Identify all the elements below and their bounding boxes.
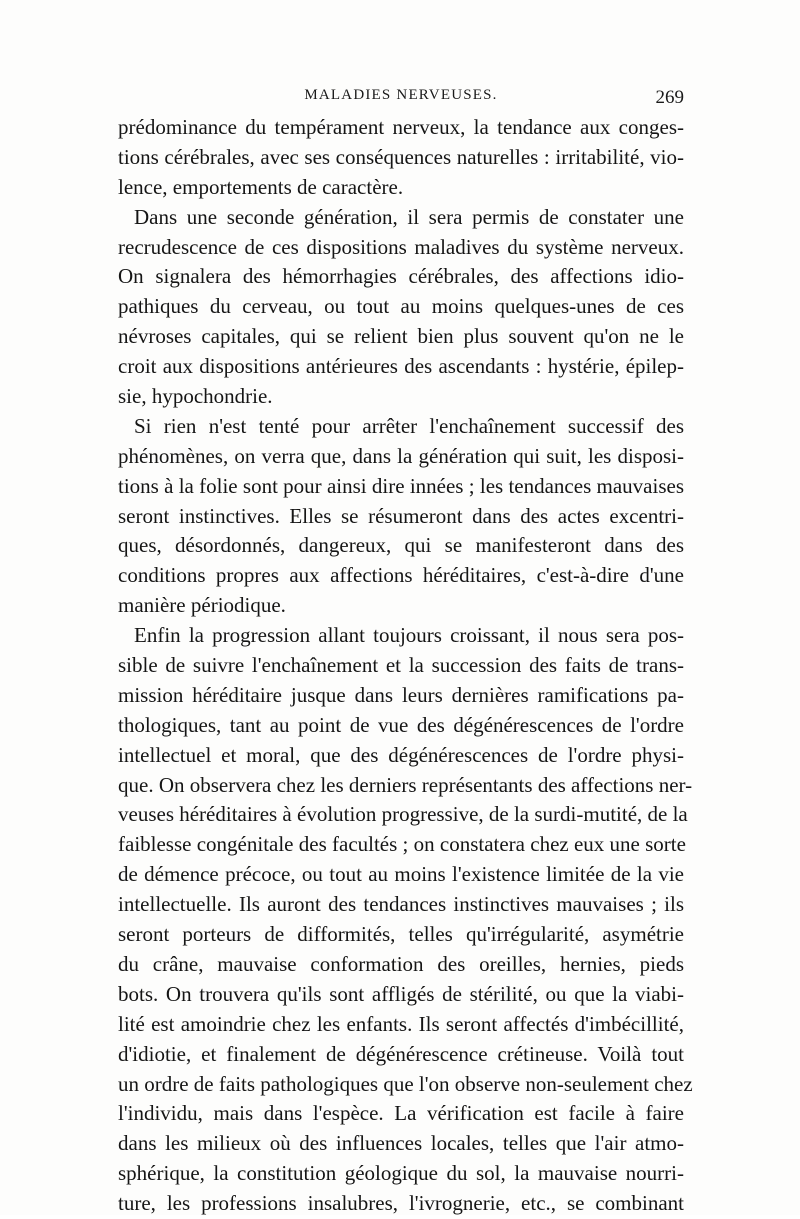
text-line: de démence précoce, ou tout au moins l'existence limitée de la vie — [118, 862, 684, 887]
text-line: d'idiotie, et finalement de dégénérescence crétineuse. Voilà tout — [118, 1041, 684, 1066]
text-line: phénomènes, on verra que, dans la génération qui suit, les disposi- — [118, 443, 684, 468]
text-line: sphérique, la constitution géologique du sol, la mauvaise nourri- — [118, 1161, 684, 1186]
text-line: intellectuel et moral, que des dégénérescences de l'ordre physi- — [118, 742, 684, 767]
running-head — [118, 87, 684, 113]
text-line: dans les milieux où des influences locales, telles que l'air atmo- — [118, 1131, 684, 1156]
text-line: que. On observera chez les derniers représentants des affections ner- — [118, 772, 693, 797]
text-line: lité est amoindrie chez les enfants. Ils seront affectés d'imbécillité, — [118, 1011, 684, 1036]
text-line: l'individu, mais dans l'espèce. La vérification est facile à faire — [118, 1101, 684, 1126]
text-line: bots. On trouvera qu'ils sont affligés de stérilité, ou que la viabi- — [118, 981, 684, 1006]
paragraph-start-line: Dans une seconde génération, il sera permis de constater une — [134, 204, 684, 229]
text-line: mission héréditaire jusque dans leurs dernières ramifications pa- — [118, 682, 684, 707]
page-number: 269 — [655, 87, 684, 108]
text-line: intellectuelle. Ils auront des tendances instinctives mauvaises ; ils — [118, 892, 684, 917]
paragraph-start-line: Enfin la progression allant toujours croissant, il nous sera pos- — [134, 623, 684, 648]
text-line: sible de suivre l'enchaînement et la succession des faits de trans- — [118, 653, 684, 678]
text-line: pathiques du cerveau, ou tout au moins quelques-unes de ces — [118, 294, 684, 319]
text-line: lence, emportements de caractère. — [118, 174, 404, 199]
text-line: veuses héréditaires à évolution progressive, de la surdi-mutité, de la — [118, 802, 688, 827]
text-line: thologiques, tant au point de vue des dégénérescences de l'ordre — [118, 712, 684, 737]
text-line: névroses capitales, qui se relient bien plus souvent qu'on ne le — [118, 324, 684, 349]
text-line: conditions propres aux affections héréditaires, c'est-à-dire d'une — [118, 563, 684, 588]
text-line: sie, hypochondrie. — [118, 384, 273, 409]
text-line: On signalera des hémorrhagies cérébrales, des affections idio- — [118, 264, 684, 289]
text-line: un ordre de faits pathologiques que l'on observe non-seulement chez — [118, 1071, 693, 1096]
paragraph-start-line: Si rien n'est tenté pour arrêter l'enchaînement successif des — [134, 413, 684, 438]
text-line: ques, désordonnés, dangereux, qui se manifesteront dans des — [118, 533, 684, 558]
text-line: croit aux dispositions antérieures des ascendants : hystérie, épilep- — [118, 354, 684, 379]
text-line: ture, les professions insalubres, l'ivrognerie, etc., se combinant — [118, 1191, 684, 1216]
text-line: tions à la folie sont pour ainsi dire innées ; les tendances mauvaises — [118, 473, 684, 498]
text-line: manière périodique. — [118, 593, 286, 618]
text-line: seront porteurs de difformités, telles qu'irrégularité, asymétrie — [118, 922, 684, 947]
text-line: faiblesse congénitale des facultés ; on constatera chez eux une sorte — [118, 832, 686, 857]
text-line: du crâne, mauvaise conformation des oreilles, hernies, pieds — [118, 951, 684, 976]
text-line: seront instinctives. Elles se résumeront dans des actes excentri- — [118, 503, 684, 528]
running-title: MALADIES NERVEUSES. — [304, 87, 498, 103]
text-line: prédominance du tempérament nerveux, la tendance aux conges- — [118, 115, 684, 139]
text-line: recrudescence de ces dispositions maladives du système nerveux. — [118, 234, 684, 259]
body-text — [118, 113, 693, 1219]
text-line: tions cérébrales, avec ses conséquences naturelles : irritabilité, vio- — [118, 144, 684, 169]
